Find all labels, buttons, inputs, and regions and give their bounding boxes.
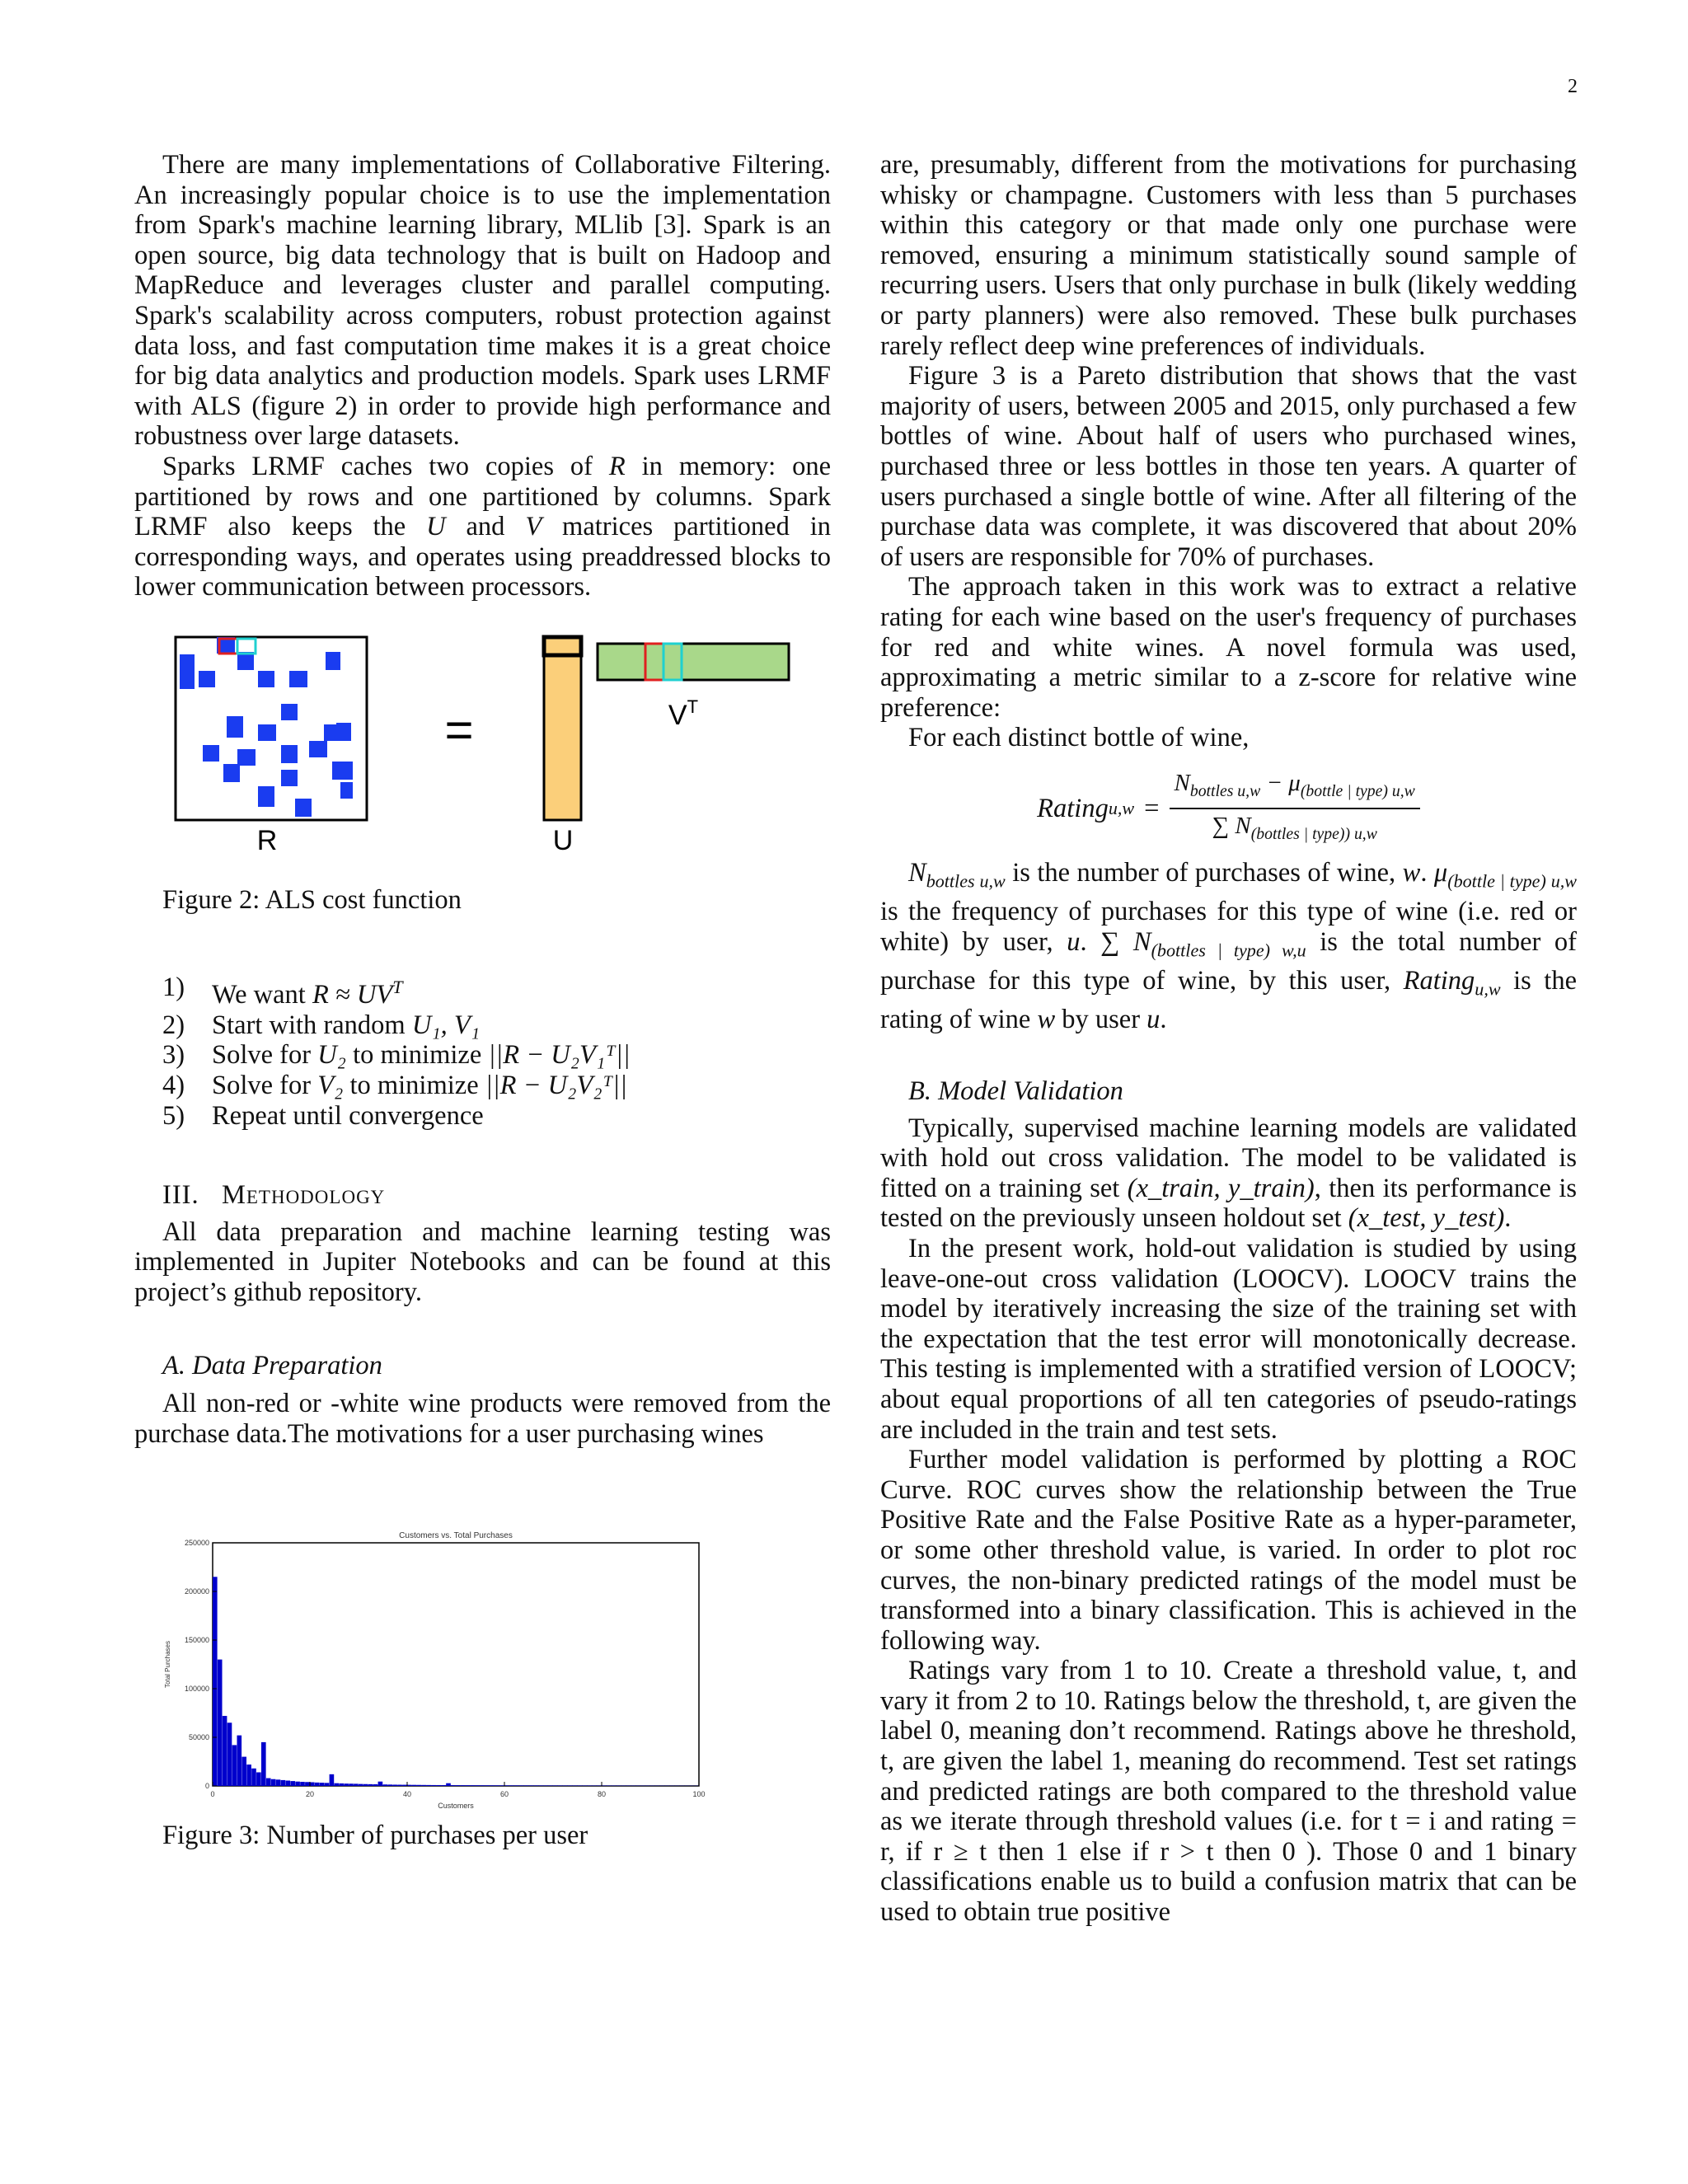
chart-bar xyxy=(412,1785,417,1786)
figure-2 xyxy=(134,634,831,915)
x-tick-label: 80 xyxy=(597,1790,607,1799)
chart-bar xyxy=(320,1783,325,1786)
chart-bar xyxy=(305,1783,310,1787)
chart-bar xyxy=(495,1786,499,1787)
chart-bar xyxy=(476,1786,481,1787)
chart-bar xyxy=(407,1785,412,1786)
chart-bar xyxy=(383,1785,388,1787)
chart-bar xyxy=(582,1786,587,1787)
chart-bar xyxy=(543,1786,548,1787)
chart-bar xyxy=(241,1757,246,1786)
chart-bar xyxy=(300,1782,305,1786)
chart-bar xyxy=(339,1783,344,1786)
paragraph: Figure 3 is a Pareto distribution that shows that the vast majority of users, between 2005 and 2015, only purchased a few bottles of wine. About half of users who purchased wines, purchased three or less bottles in those ten years. A quarter of users purchased a single bottle of wine. After all filtering of the purchase data was complete, it was discovered that about 20% of users are responsible for 70% of purchases. xyxy=(880,361,1577,572)
x-tick-label: 100 xyxy=(692,1790,706,1799)
chart-bar xyxy=(266,1779,271,1786)
als-diagram xyxy=(134,634,831,873)
chart-bar xyxy=(310,1783,315,1786)
matrix-vt xyxy=(598,644,789,680)
y-tick-label: 200000 xyxy=(184,1587,209,1596)
chart-bar xyxy=(256,1773,261,1787)
y-tick-label: 250000 xyxy=(184,1539,209,1548)
chart-bar xyxy=(402,1785,407,1786)
figure-3 xyxy=(134,1520,831,1850)
chart-bar xyxy=(573,1786,578,1787)
chart-x-axis-label: Customers xyxy=(438,1802,474,1811)
chart-plot-area xyxy=(213,1543,699,1786)
chart-bar xyxy=(436,1785,441,1786)
paragraph: Typically, supervised machine learning models are validated with hold out cross validation. The model to be validated is fitted on a training set (x_train, y_train), then its performance is tested on the previously unseen holdout set (x_test, y_test). xyxy=(880,1113,1577,1234)
list-item: 3) Solve for U₂ to minimize ||R − U₂V₁ᵀ|| xyxy=(162,1040,631,1071)
chart-bar xyxy=(514,1786,519,1787)
label-u: U xyxy=(552,824,574,856)
chart-bar xyxy=(524,1786,529,1787)
y-tick-label: 100000 xyxy=(184,1685,209,1694)
figure-3-caption: Figure 3: Number of purchases per user xyxy=(162,1820,588,1850)
chart-bar xyxy=(349,1784,354,1787)
chart-bar xyxy=(276,1780,281,1787)
chart-bar xyxy=(281,1780,286,1786)
label-vt: $V^T$ xyxy=(668,696,699,731)
chart-bar xyxy=(432,1785,437,1786)
label-r: R xyxy=(256,824,278,856)
chart-bar xyxy=(218,1660,223,1786)
list-item: 4) Solve for V₂ to minimize ||R − U₂V₂ᵀ|| xyxy=(162,1071,627,1101)
chart-bar xyxy=(373,1784,378,1786)
chart-bar xyxy=(533,1786,538,1787)
chart-bar xyxy=(548,1786,553,1787)
paragraph: There are many implementations of Collaborative Filtering. An increasingly popular choice is to use the implementation from Spark's machine learning library, MLlib [3]. Spark is an open source, big data technology that is built on Hadoop and MapReduce and leverages cluster and parallel computing. Spark's scalability across computers, robust protection against data loss, and fast computation time makes it is a great choice for big data analytics and production models. Spark uses LRMF with ALS (figure 2) in order to provide high performance and robustness over large datasets. xyxy=(134,150,831,452)
list-item: 1) We want $R \approx UV^T$ xyxy=(162,972,403,1010)
chart-bar xyxy=(509,1786,514,1787)
chart-bar xyxy=(553,1786,558,1787)
x-tick-label: 0 xyxy=(210,1790,215,1799)
chart-bar xyxy=(538,1786,543,1787)
right-column xyxy=(880,150,1577,1928)
chart-bar xyxy=(232,1746,237,1787)
chart-bar xyxy=(499,1786,504,1787)
list-item: 5) Repeat until convergence xyxy=(162,1100,484,1131)
chart-bar xyxy=(481,1786,485,1787)
chart-bar xyxy=(295,1782,300,1786)
paragraph: Ratings vary from 1 to 10. Create a threshold value, t, and vary it from 2 to 10. Ratings below the threshold, t, are given the label 0, meaning don’t recommend. Ratings above he threshold, t, are given the label 1, meaning do recommend. Test set ratings and predicted ratings are both compared to the threshold value as we iterate through threshold values (i.e. for t = i and rating = r, if r ≥ t then 1 else if r > t then 0 ). Those 0 and 1 binary classifications enable us to build a confusion matrix that can be used to obtain true positive xyxy=(880,1656,1577,1928)
chart-bar xyxy=(251,1769,256,1786)
chart-bar xyxy=(237,1736,242,1786)
chart-y-axis-label: Total Purchases xyxy=(164,1641,171,1689)
chart-bar xyxy=(422,1785,427,1786)
paragraph: The approach taken in this work was to extract a relative rating for each wine based on the user's frequency of purchases for red and white wines. A novel formula was used, approximating a metric similar to a z-score for relative wine preference: xyxy=(880,572,1577,723)
chart-bar xyxy=(461,1785,466,1786)
paragraph: All non-red or -white wine products were removed from the purchase data.The motivations for a user purchasing wines xyxy=(134,1389,831,1449)
chart-bar xyxy=(286,1781,291,1786)
chart-title: Customers vs. Total Purchases xyxy=(399,1531,513,1541)
chart-bar xyxy=(290,1781,295,1786)
chart-bar xyxy=(441,1785,446,1786)
chart-bar xyxy=(446,1783,451,1786)
paragraph: For each distinct bottle of wine, xyxy=(908,723,1250,753)
chart-bar xyxy=(490,1786,495,1787)
matrix-u xyxy=(544,637,581,820)
chart-bar xyxy=(378,1782,383,1786)
chart-bar xyxy=(392,1785,397,1787)
chart-bar xyxy=(485,1786,490,1787)
equals-sign: = xyxy=(444,701,474,757)
figure-2-caption: Figure 2: ALS cost function xyxy=(162,884,462,915)
chart-bar xyxy=(529,1786,534,1787)
chart-bar xyxy=(315,1783,320,1786)
chart-bar xyxy=(563,1786,568,1787)
chart-bar xyxy=(354,1784,359,1787)
x-tick-label: 20 xyxy=(305,1790,315,1799)
chart-bar xyxy=(363,1784,368,1786)
chart-bar xyxy=(519,1786,524,1787)
chart-bar xyxy=(558,1786,563,1787)
x-tick-label: 60 xyxy=(499,1790,509,1799)
paragraph: Further model validation is performed by plotting a ROC Curve. ROC curves show the relationship between the True Positive Rate and the False Positive Rate as a hyper-parameter, or some other threshold value, is varied. In order to plot roc curves, the non-binary predicted ratings of the model must be transformed into a binary classification. This is achieved in the following way. xyxy=(880,1445,1577,1656)
subsection-heading: A. Data Preparation xyxy=(162,1350,382,1380)
chart-bar xyxy=(397,1785,402,1786)
chart-bar xyxy=(451,1785,456,1786)
x-tick-label: 40 xyxy=(402,1790,412,1799)
rating-equation: Rating u,w = $\frac{N_{bottles u,w} - \mu_{(bottle | type) u,w}}{\sum N_{(bottles | type)) u,w}}$ xyxy=(880,768,1577,850)
chart-bar xyxy=(359,1784,363,1786)
chart-bar xyxy=(387,1785,392,1787)
chart-bar xyxy=(471,1786,476,1787)
list-item: 2) Start with random U₁, V₁ xyxy=(162,1010,480,1040)
y-tick-label: 150000 xyxy=(184,1636,209,1645)
paragraph: are, presumably, different from the motivations for purchasing whisky or champagne. Customers with less than 5 purchases within this category or that made only one purchase were removed, ensuring a minimum statistically sound sample of recurring users. Users that only purchase in bulk (likely wedding or party planners) were also removed. These bulk purchases rarely reflect deep wine preferences of individuals. xyxy=(880,150,1577,361)
chart-bar xyxy=(466,1785,471,1786)
subsection-heading: B. Model Validation xyxy=(908,1076,1123,1107)
chart-bar xyxy=(344,1784,349,1787)
chart-bar xyxy=(261,1742,266,1786)
paragraph: In the present work, hold-out validation is studied by using leave-one-out cross validation (LOOCV). LOOCV trains the model by iteratively increasing the size of the training set with the expectation that the test error will monotonically decrease. This testing is implemented with a stratified version of LOOCV; about equal proportions of all ten categories of pseudo-ratings are included in the train and test sets. xyxy=(880,1233,1577,1445)
y-tick-label: 0 xyxy=(204,1782,209,1791)
paragraph: All data preparation and machine learning testing was implemented in Jupiter Notebooks and can be found at this project’s github repository. xyxy=(134,1216,831,1307)
chart-bar xyxy=(427,1785,432,1786)
als-steps xyxy=(134,972,831,1131)
section-heading: III. Methodology xyxy=(162,1180,386,1211)
chart-bar xyxy=(330,1774,335,1786)
chart-bar xyxy=(325,1783,330,1787)
chart-bar xyxy=(246,1765,251,1786)
chart-bar xyxy=(568,1786,573,1787)
chart-bar xyxy=(578,1786,583,1787)
page-number: 2 xyxy=(1568,76,1578,97)
paragraph: Sparks LRMF caches two copies of R in memory: one partitioned by rows and one partitioned by columns. Spark LRMF also keeps the U and V matrices partitioned in corresponding ways, and operates using preaddressed blocks to lower communication between processors. xyxy=(134,451,831,602)
chart-bar xyxy=(456,1785,461,1786)
chart-bar xyxy=(223,1716,227,1786)
chart-bar xyxy=(213,1577,218,1787)
chart-bar xyxy=(227,1723,232,1787)
y-tick-label: 50000 xyxy=(188,1733,209,1742)
chart-bar xyxy=(335,1783,340,1786)
chart-bar xyxy=(504,1786,509,1787)
purchases-chart xyxy=(134,1520,831,1811)
chart-bar xyxy=(368,1784,373,1786)
left-column xyxy=(134,150,831,1851)
chart-bar xyxy=(417,1785,422,1786)
chart-bar xyxy=(271,1779,276,1786)
paragraph: $N_{bottles u,w}$ is the number of purchases of wine, w. $\mu_{(bottle | type) u,w}$ is the frequency of purchases for this type of wine (i.e. red or white) by user, u. ∑ $N_{(bottles | type) w,u}$ is the total number of purchase for this type of wine, by this user, Rating$_{u,w}$ is the rating of wine w by user u. xyxy=(880,857,1577,1035)
